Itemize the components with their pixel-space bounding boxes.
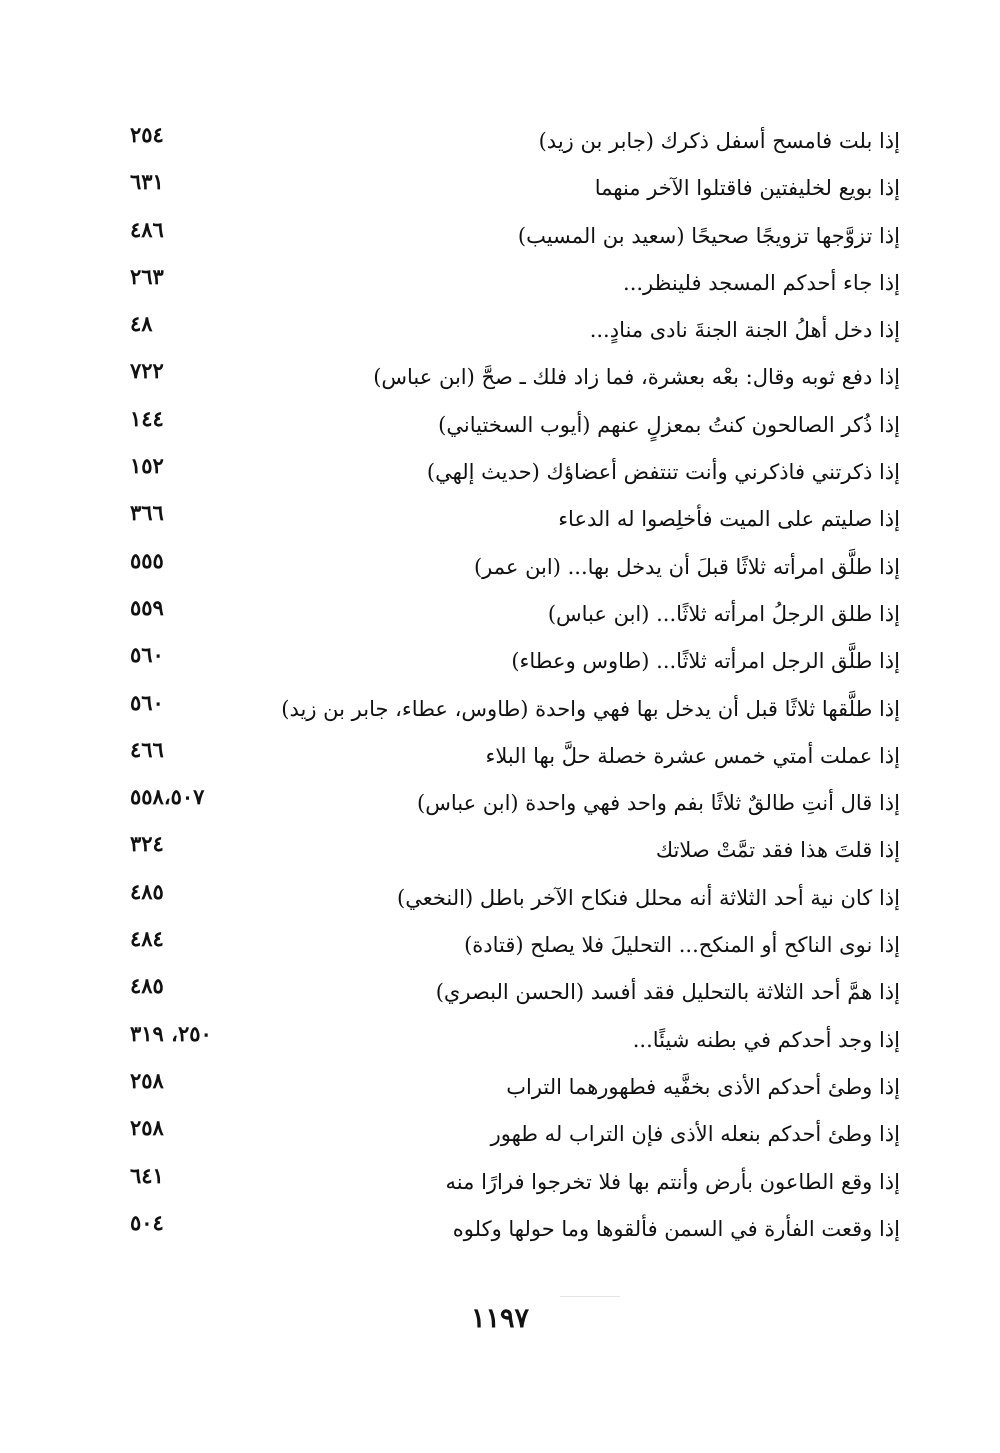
entry-text: إذا وقع الطاعون بأرض وأنتم بها فلا تخرجوا فرارًا منه (445, 1169, 900, 1194)
entry-text: إذا وجد أحدكم في بطنه شيئًا... (632, 1027, 900, 1052)
entry-page-ref: ٥٥٩ (130, 594, 164, 620)
index-entry-row (125, 1111, 900, 1158)
index-entry-row (125, 544, 900, 591)
entry-text: إذا بلت فامسح أسفل ذكرك (جابر بن زيد) (538, 129, 900, 153)
entry-page-ref: ٥٥٥ (130, 547, 164, 573)
entry-page-ref: ٣٢٤ (130, 831, 164, 857)
entry-text: إذا قال أنتِ طالقٌ ثلاثًا بفم واحد فهي واحدة (ابن عباس) (417, 791, 900, 816)
index-entry-row (125, 875, 900, 922)
index-entry-row (125, 260, 900, 307)
entry-text: إذا ذُكر الصالحون كنتُ بمعزلٍ عنهم (أيوب السختياني) (438, 412, 900, 437)
index-entry-row (125, 496, 900, 543)
index-entry-row (125, 686, 900, 733)
entry-page-ref: ٦٤١ (130, 1162, 164, 1188)
entry-text: إذا وطئ أحدكم الأذى بخفَّيه فطهورهما التراب (506, 1074, 900, 1099)
entry-page-ref: ٥٠٤ (130, 1209, 164, 1235)
index-entry-row (125, 449, 900, 496)
entry-text: إذا تزوَّجها تزويجًا صحيحًا (سعيد بن المسيب) (517, 223, 900, 248)
entry-text: إذا قلتَ هذا فقد تمَّتْ صلاتك (655, 838, 900, 863)
entry-text: إذا بويع لخليفتين فاقتلوا الآخر منهما (594, 176, 900, 201)
entry-page-ref: ٢٥٨ (130, 1067, 164, 1093)
entry-page-ref: ٥٥٨،٥٠٧ (130, 784, 205, 810)
entry-page-ref: ٢٦٣ (130, 263, 164, 289)
entry-page-ref: ١٥٢ (130, 453, 164, 479)
index-entry-row (125, 733, 900, 780)
entry-page-ref: ٢٥٠، ٣١٩ (130, 1020, 212, 1046)
entry-text: إذا وطئ أحدكم بنعله الأذى فإن التراب له طهور (490, 1122, 900, 1147)
entry-text: إذا همَّ أحد الثلاثة بالتحليل فقد أفسد (الحسن البصري) (435, 980, 900, 1005)
entry-text: إذا دخل أهلُ الجنة الجنةَ نادى منادٍ... (589, 318, 900, 343)
entry-text: إذا دفع ثوبه وقال: بعْه بعشرة، فما زاد فلك ـ صحَّ (ابن عباس) (373, 365, 900, 390)
index-entry-row (125, 1064, 900, 1111)
entry-page-ref: ٤٦٦ (130, 736, 164, 762)
index-entry-row (125, 591, 900, 638)
entry-page-ref: ٤٨٥ (130, 878, 164, 904)
index-entry-row (125, 638, 900, 685)
entry-page-ref: ٥٦٠ (130, 642, 164, 668)
entry-text: إذا طلَّق الرجل امرأته ثلاثًا... (طاوس وعطاء) (511, 649, 900, 674)
entry-text: إذا صليتم على الميت فأخلِصوا له الدعاء (558, 507, 900, 532)
index-entry-row (125, 780, 900, 827)
entry-page-ref: ٤٨٥ (130, 973, 164, 999)
entry-page-ref: ٤٨ (130, 311, 153, 337)
entry-text: إذا كان نية أحد الثلاثة أنه محلل فنكاح الآخر باطل (النخعي) (397, 885, 900, 910)
entry-page-ref: ٣٦٦ (130, 500, 164, 526)
page-number: ١١٩٧ (470, 1303, 529, 1334)
footer-divider (560, 1296, 620, 1297)
index-entry-row (125, 402, 900, 449)
hadith-index-list (125, 118, 900, 1253)
index-entry-row (125, 213, 900, 260)
entry-text: إذا طلَّق امرأته ثلاثًا قبلَ أن يدخل بها... (ابن عمر) (473, 554, 900, 579)
index-entry-row (125, 1159, 900, 1206)
index-entry-row (125, 922, 900, 969)
entry-text: إذا ذكرتني فاذكرني وأنت تنتفض أعضاؤك (حديث إلهي) (426, 460, 900, 485)
index-entry-row (125, 354, 900, 401)
index-entry-row (125, 118, 900, 165)
entry-page-ref: ٤٨٤ (130, 926, 164, 952)
entry-page-ref: ١٤٤ (130, 405, 164, 431)
entry-text: إذا وقعت الفأرة في السمن فألقوها وما حولها وكلوه (452, 1216, 900, 1241)
entry-page-ref: ٢٥٨ (130, 1115, 164, 1141)
index-entry-row (125, 165, 900, 212)
entry-text: إذا نوى الناكح أو المنكح... التحليلَ فلا يصلح (قتادة) (464, 933, 900, 958)
index-entry-row (125, 1206, 900, 1253)
index-entry-row (125, 307, 900, 354)
index-entry-row (125, 1017, 900, 1064)
entry-text: إذا عملت أمتي خمس عشرة خصلة حلَّ بها البلاء (485, 743, 900, 768)
index-entry-row (125, 969, 900, 1016)
entry-page-ref: ٢٥٤ (130, 122, 164, 147)
entry-text: إذا جاء أحدكم المسجد فلينظر... (623, 270, 900, 295)
entry-page-ref: ٦٣١ (130, 169, 164, 195)
index-entry-row (125, 827, 900, 874)
entry-text: إذا طلَّقها ثلاثًا قبل أن يدخل بها فهي واحدة (طاوس، عطاء، جابر بن زيد) (281, 696, 900, 721)
entry-text: إذا طلق الرجلُ امرأته ثلاثًا... (ابن عباس) (547, 601, 900, 626)
entry-page-ref: ٥٦٠ (130, 689, 164, 715)
entry-page-ref: ٤٨٦ (130, 216, 164, 242)
entry-page-ref: ٧٢٢ (130, 358, 164, 384)
